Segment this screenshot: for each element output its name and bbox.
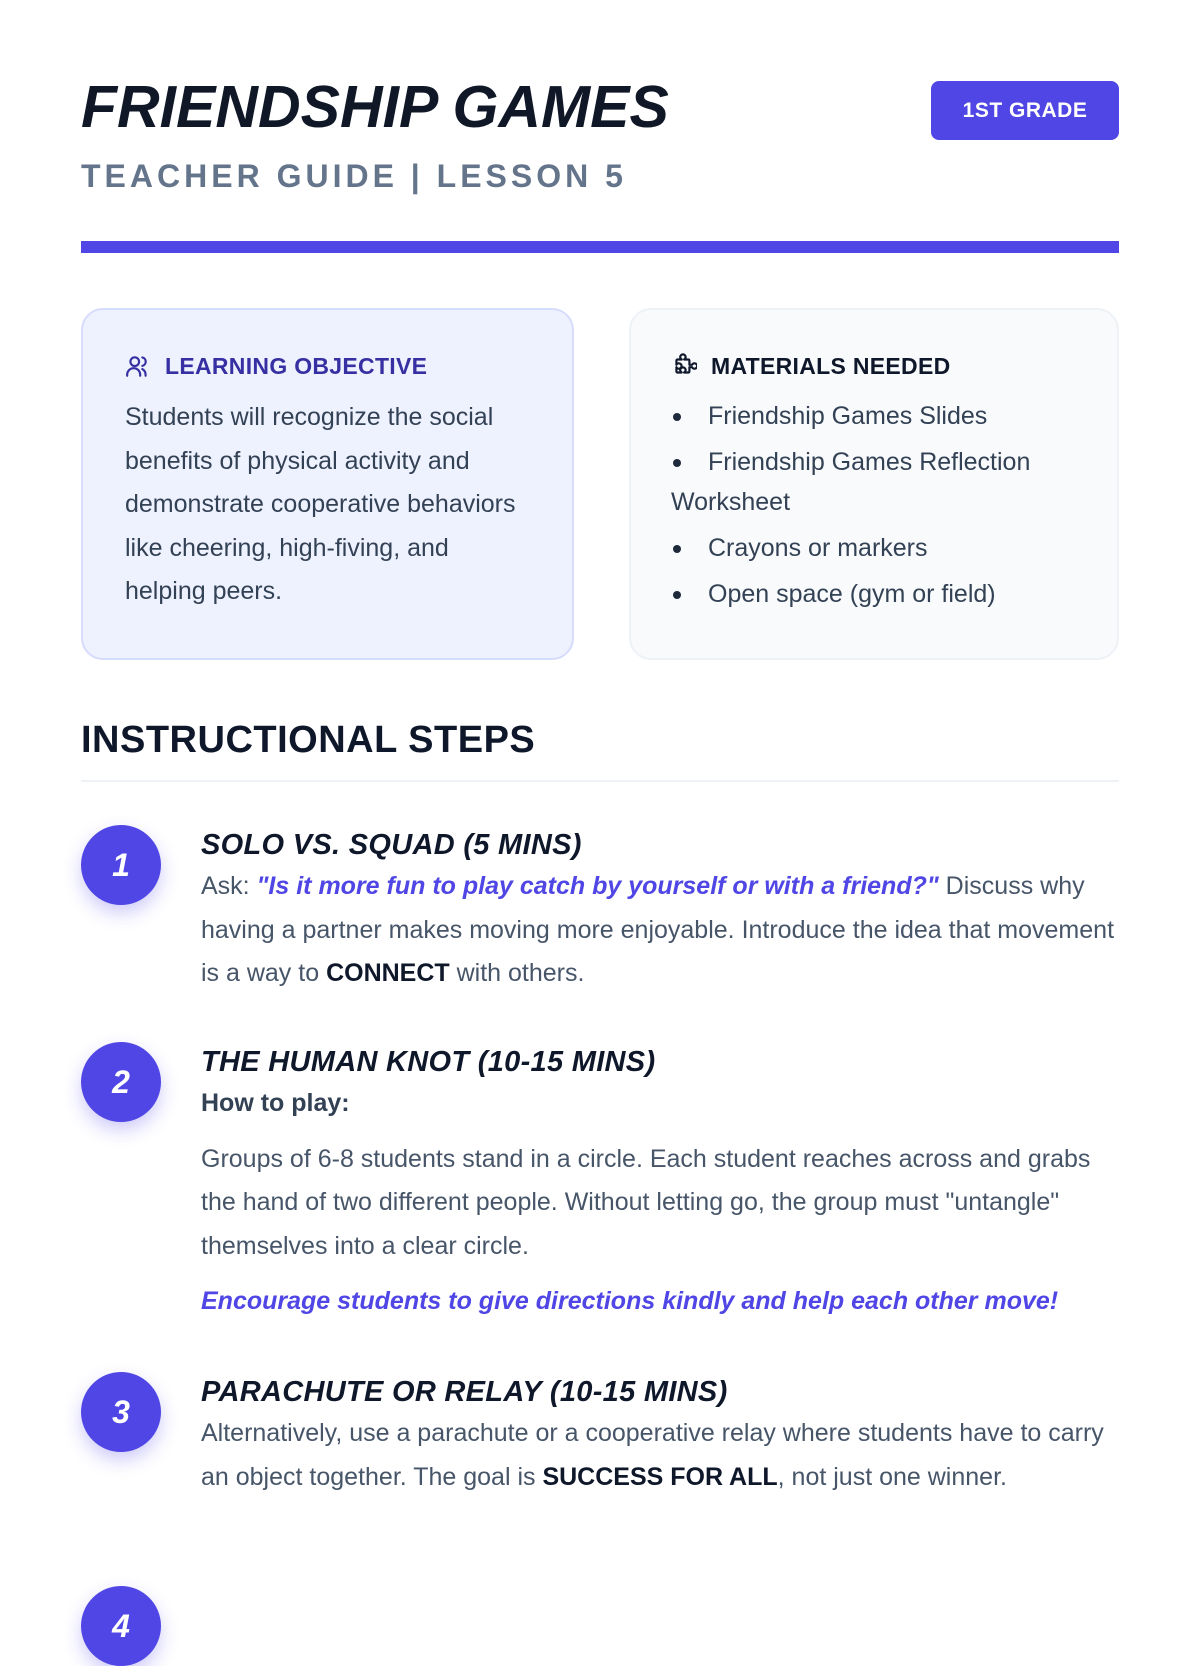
step-text: Groups of 6-8 students stand in a circle. Each student reaches across and grabs the hand of two different people. Without letting go, the group must "untangle" themselves into a clear circle. — [201, 1144, 1091, 1260]
step-title: PARACHUTE OR RELAY (10-15 MINS) — [201, 1376, 728, 1408]
step-title: THE HUMAN KNOT (10-15 MINS) — [201, 1046, 656, 1078]
grade-badge: 1ST GRADE — [931, 81, 1119, 140]
materials-header — [671, 350, 1081, 382]
materials-card — [629, 308, 1119, 660]
step-text-part: Alternatively, use a parachute or a cooperative relay where students have to carry an object together. The goal is — [201, 1419, 1104, 1491]
learning-objective-header — [125, 350, 532, 382]
step-text-part: with others. — [449, 959, 585, 987]
list-item: Friendship Games Reflection Worksheet — [671, 442, 1081, 522]
encouragement-note: Encourage students to give directions kindly and help each other move! — [201, 1287, 1059, 1315]
emphasis-text: CONNECT — [326, 959, 450, 987]
page-subtitle: TEACHER GUIDE | LESSON 5 — [81, 158, 627, 194]
step-number-badge: 3 — [81, 1372, 161, 1452]
step-number-badge: 1 — [81, 825, 161, 905]
how-to-play-label: How to play: — [201, 1089, 350, 1117]
step-text — [201, 1412, 1119, 1499]
users-icon — [125, 353, 151, 379]
step-number-badge: 2 — [81, 1042, 161, 1122]
puzzle-icon — [671, 353, 697, 379]
learning-objective-text: Students will recognize the social benefits of physical activity and demonstrate cooperative behaviors like cheering, high-fiving, and helping peers. — [125, 403, 516, 605]
list-item: Crayons or markers — [671, 528, 1081, 568]
step-body — [201, 1042, 1119, 1324]
step-text-part: Discuss why having a partner makes moving more enjoyable. Introduce the idea that movement is a way to — [201, 872, 1115, 987]
step-body — [201, 825, 1119, 996]
list-item: Friendship Games Slides — [671, 396, 1081, 436]
list-item: Open space (gym or field) — [671, 574, 1081, 614]
materials-list — [671, 396, 1081, 614]
emphasis-text: SUCCESS FOR ALL — [542, 1462, 778, 1491]
step-title: SOLO VS. SQUAD (5 MINS) — [201, 829, 582, 861]
info-cards — [81, 308, 1119, 660]
title-divider — [81, 241, 1119, 253]
page-title: FRIENDSHIP GAMES — [81, 74, 669, 140]
section-title: INSTRUCTIONAL STEPS — [81, 719, 536, 761]
ask-quote: "Is it more fun to play catch by yourself or with a friend?" — [256, 872, 939, 900]
step-text-part: , not just one winner. — [777, 1462, 1007, 1491]
section-divider — [81, 780, 1119, 782]
learning-objective-card — [81, 308, 574, 660]
step-text — [201, 865, 1119, 996]
materials-title: MATERIALS NEEDED — [711, 352, 951, 379]
step-body — [201, 1372, 1119, 1499]
step-number-badge: 4 — [81, 1586, 161, 1666]
ask-label: Ask: — [201, 872, 257, 900]
page-header — [81, 0, 1119, 246]
learning-objective-title: LEARNING OBJECTIVE — [165, 352, 428, 379]
